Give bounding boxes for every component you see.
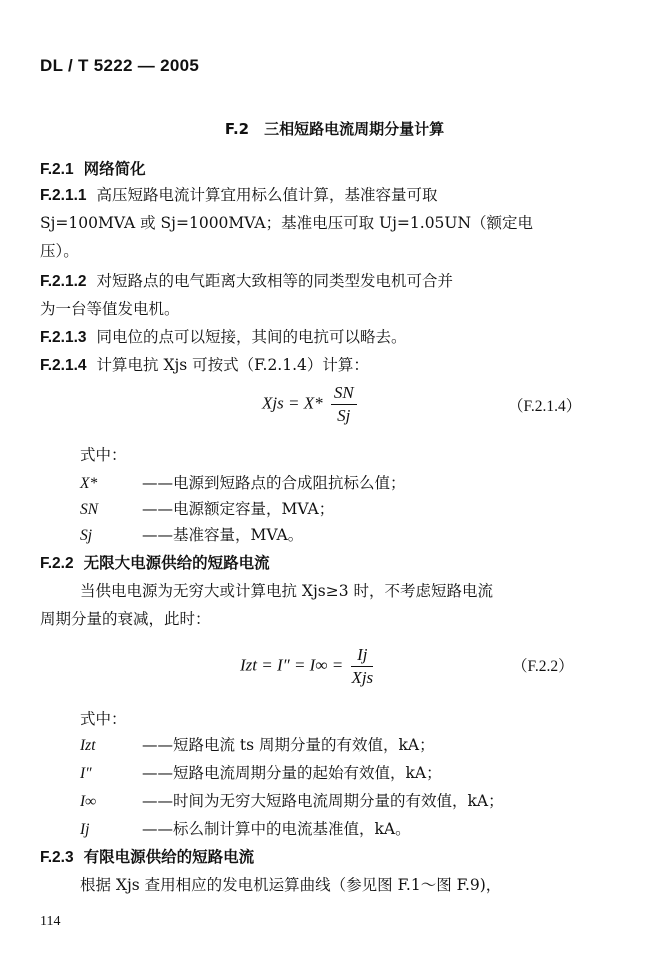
clause-f214-text: 计算电抗 Xjs 可按式（F.2.1.4）计算：	[96, 356, 369, 374]
where2-item	[80, 762, 442, 785]
where2-description: ——短路电流周期分量的起始有效值，kA；	[142, 764, 442, 782]
where1-description: ——基准容量，MVA。	[142, 526, 304, 544]
clause-f23-line1: 根据 Xjs 查用相应的发电机运算曲线（参见图 F.1～图 F.9)，	[80, 876, 502, 894]
clause-f212-number: F.2.1.2	[40, 273, 87, 290]
equation-f214-lhs: Xjs = X*	[262, 393, 323, 413]
subsection-f23	[40, 846, 254, 869]
clause-f214-number: F.2.1.4	[40, 357, 87, 374]
equation-f214-numerator: SN	[331, 383, 357, 405]
clause-f211-number: F.2.1.1	[40, 187, 87, 204]
equation-f22-denominator: Xjs	[351, 668, 374, 687]
where1-intro: 式中：	[80, 446, 127, 464]
equation-f22	[240, 645, 373, 688]
clause-f212-line1	[40, 270, 453, 293]
where2-item	[80, 818, 411, 841]
subsection-f21-title: 网络简化	[83, 160, 146, 178]
equation-f22-label: （F.2.2）	[512, 658, 574, 675]
where2-symbol: I″	[80, 765, 92, 782]
where2-item	[80, 734, 435, 757]
subsection-f22-number: F.2.2	[40, 555, 74, 572]
where1-symbol: X*	[80, 475, 98, 492]
where2-symbol: Izt	[80, 737, 96, 754]
where1-item	[80, 498, 334, 521]
subsection-f22-title: 无限大电源供给的短路电流	[83, 554, 270, 572]
clause-f214	[40, 354, 369, 377]
where2-intro: 式中：	[80, 710, 127, 728]
page-number: 114	[40, 914, 61, 929]
where1-description: ——电源到短路点的合成阻抗标么值；	[142, 474, 406, 492]
clause-f213-number: F.2.1.3	[40, 329, 87, 346]
clause-f22-line1: 当供电电源为无穷大或计算电抗 Xjs≥3 时，不考虑短路电流	[80, 582, 493, 600]
clause-f211-line1	[40, 184, 438, 207]
equation-f214	[262, 383, 357, 426]
where1-symbol: Sj	[80, 527, 93, 544]
equation-f214-denominator: Sj	[337, 406, 351, 425]
where1-symbol: SN	[80, 501, 99, 518]
clause-f211-text1: 高压短路电流计算宜用标么值计算，基准容量可取	[96, 186, 438, 204]
section-title: F.2 三相短路电流周期分量计算	[224, 120, 445, 138]
subsection-f23-title: 有限电源供给的短路电流	[83, 848, 255, 866]
where2-symbol: Ij	[80, 821, 90, 838]
where2-description: ——时间为无穷大短路电流周期分量的有效值，kA；	[142, 792, 504, 810]
where2-description: ——标么制计算中的电流基准值，kA。	[142, 820, 411, 838]
equation-f22-lhs: Izt = I″ = I∞ =	[240, 655, 344, 675]
equation-f214-fraction	[331, 383, 357, 426]
equation-f22-fraction	[351, 645, 373, 688]
where1-item	[80, 472, 406, 495]
equation-f22-numerator: Ij	[351, 645, 373, 667]
where2-description: ——短路电流 ts 周期分量的有效值，kA；	[142, 736, 435, 754]
clause-f213-text: 同电位的点可以短接，其间的电抗可以略去。	[96, 328, 407, 346]
standard-code-header: DL / T 5222 — 2005	[40, 56, 200, 75]
clause-f213	[40, 326, 407, 349]
clause-f211-line2: Sj=100MVA 或 Sj=1000MVA；基准电压可取 Uj=1.05UN（额定电	[40, 214, 534, 232]
where1-item	[80, 524, 303, 547]
clause-f212-text1: 对短路点的电气距离大致相等的同类型发电机可合并	[96, 272, 454, 290]
where1-description: ——电源额定容量，MVA；	[142, 500, 335, 518]
where2-symbol: I∞	[80, 793, 97, 810]
clause-f211-line3: 压）。	[40, 242, 79, 260]
subsection-f23-number: F.2.3	[40, 849, 74, 866]
clause-f22-line2: 周期分量的衰减，此时：	[40, 610, 211, 628]
equation-f214-label: （F.2.1.4）	[508, 398, 582, 415]
subsection-f21-number: F.2.1	[40, 161, 74, 178]
clause-f212-line2: 为一台等值发电机。	[40, 300, 180, 318]
subsection-f21	[40, 158, 146, 181]
subsection-f22	[40, 552, 270, 575]
where2-item	[80, 790, 504, 813]
